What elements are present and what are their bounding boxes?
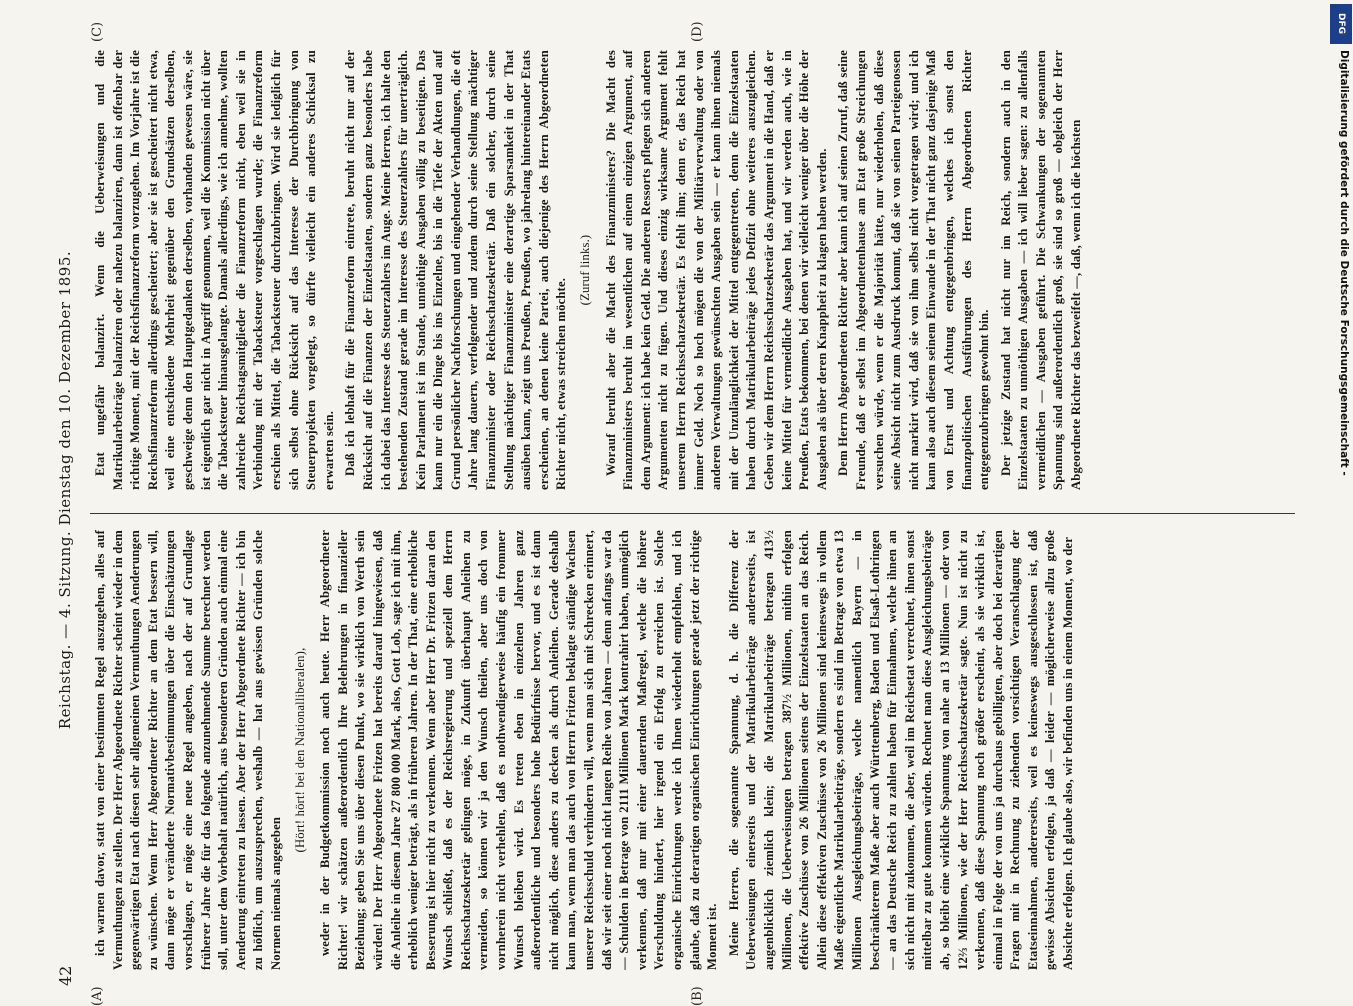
running-header [50, 10, 86, 990]
running-title: Reichstag. — 4. Sitzung. Dienstag den 10. Dezember 1895. [56, 250, 74, 730]
interjection: (Zuruf links.) [578, 234, 593, 306]
margin-mark-d: (D) [690, 21, 705, 42]
margin-mark-a: (A) [90, 986, 105, 1006]
rotated-page [50, 10, 1300, 1006]
margin-mark-b: (B) [690, 986, 705, 1006]
digitization-credit [1330, 4, 1352, 994]
dfg-logo-badge: DFG [1330, 4, 1352, 44]
right-column [92, 50, 1292, 490]
paragraph: Meine Herren, die sogenannte Spannung, d. h. die Differenz der Ueberweisungen einerseits und der Matrikularbeiträge andererseits, ist augenblicklich ziemlich klein; die Matrikularbeiträge betragen 413½ Millionen, die Ueberweisungen betragen 387½ Millionen, mithin erfolgen effektive Zuschüsse von 26 Millionen seitens der Einzelstaaten an das Reich. Allein diese effektiven Zuschüsse von 26 Millionen sind keineswegs in vollem Maße eigentliche Matrikularbeiträge, sondern es sind im Betrage von etwa 13 Millionen Ausgleichungsbeiträge, welche namentlich Bayern — in beschränkterem Maße aber auch Württemberg, Baden und Elsaß-Lothringen — an das Deutsche Reich zu zahlen haben für Einnahmen, welche ihnen an sich nicht mit zukommen, die aber, weil im Reichsetat verrechnet, ihnen sonst mittelbar zu gute kommen würden. Rechnet man diese Ausgleichungsbeiträge ab, so bleibt eine wirkliche Spannung von nahe an 13 Millionen — oder von 12⅔ Millionen, wie der Herr Reichsschatzsekretär sagte. Nun ist nicht zu verkennen, daß diese Spannung noch größer erscheint, als sie wirklich ist, einmal in Folge der von uns ja durchaus gebilligten, aber doch bei derartigen Fragen mit in Rechnung zu ziehenden vorsichtigen Veranschlagung der Etatseinnahmen, andererseits, weil es keineswegs ausgeschlossen ist, daß gewisse Absichten erfolgen, ja daß — leider — möglicherweise allzu große Absichte erfolgen. Ich glaube also, wir befinden uns in einem Moment, wo der [726, 530, 1076, 970]
interjection: (Hört! hört! bei den Nationalliberalen), [292, 647, 307, 853]
paragraph: ich warnen davor, statt von einer bestimmten Regel auszugehen, alles auf Vermuthungen zu stellen. Der Herr Abgeordnete Richter scheint wieder in dem gegenwärtigen Etat nach diesen sehr allgemeinen Vermuthungen Aenderungen zu wünschen. Wenn Herr Abgeordneter Richter an dem Etat bessern will, dann möge er veränderte Normativbestimmungen über die Einschätzungen vorschlagen, er möge eine neue Regel angeben, nach der auf Grundlage früherer Jahre die für das folgende anzunehmende Summe berechnet werden soll, unter dem Vorbehalt natürlich, aus besonderen Gründen auch einmal eine Aenderung eintreten zu lassen. Aber der Herr Abgeordnete Richter — ich bin zu höflich, um auszusprechen, weshalb — hat aus gewissen Gründen solche Normen niemals angegeben [93, 530, 283, 970]
paragraph: Etat ungefähr balanzirt. Wenn die Ueberweisungen und die Matrikularbeiträge balanziren oder nahezu balanziren, dann ist offenbar der richtige Moment, mit der Reichsfinanzreform vorzugehen. Im Vorjahre ist die Reichsfinanzreform allerdings gescheitert; aber sie ist gescheitert nicht etwa, weil eine entschiedene Mehrheit gegenüber den Grundsätzen derselben, geschweige denn den Hauptgedanken derselben, vorhanden gewesen wäre, sie ist eigentlich gar nicht in Angriff genommen, weil die Kommission nicht über die Tabacksteuer hinausgelangte. Damals allerdings, wie ich annehme, wollten zahlreiche Reichstagsmitglieder die Finanzreform nicht, eben weil sie in Verbindung mit der Tabacksteuer vorgeschlagen wurde; die Finanzreform erschien als Mittel, die Tabacksteuer durchzubringen. Wird sie lediglich für sich selbst ohne Rücksicht auf das Interesse der Durchbringung von Steuerprojekten vorgelegt, so dürfte vielleicht ein anderes Schicksal zu erwarten sein. [93, 50, 336, 490]
column-divider [90, 513, 1295, 514]
paragraph: Daß ich lebhaft für die Finanzreform eintrete, beruht nicht nur auf der Rücksicht auf die Finanzen der Einzelstaaten, sondern ganz besonders habe ich dabei das Interesse des Steuerzahlers im Auge. Meine Herren, ich halte den bestehenden Zustand gerade im Interesse des Steuerzahlers für unerträglich. Kein Parlament ist im Stande, unnöthige Ausgaben völlig zu beseitigen. Das kann nur ein die Dinge bis ins Einzelne, bis in die Tiefe der Akten und auf Grund persönlicher Nachforschungen und eingehender Verhandlungen, die oft Jahre lang dauern, verfolgender und zudem durch seine Stellung mächtiger Finanzminister oder Reichsschatzsekretär. Daß ein solcher, durch seine Stellung mächtiger Finanzminister eine derartige Sparsamkeit in der That ausüben kann, zeigt uns Preußen, Preußen, wo jahrelang hintereinander Etats erscheinen, an denen keine Partei, auch diejenige des Herrn Abgeordneten Richter nicht, etwas streichen möchte. [343, 50, 569, 490]
paragraph: Der jetzige Zustand hat nicht nur im Reich, sondern auch in den Einzelstaaten zu unnöthigen Ausgaben — ich will lieber sagen: zu allenfalls vermeidlichen — Ausgaben geführt. Die Schwankungen der sogenannten Spannung sind außerordentlich groß, sie sind so groß — obgleich der Herr Abgeordnete Richter das bezweifelt —, daß, wenn ich die höchsten [998, 50, 1084, 490]
left-column [92, 530, 1292, 970]
paragraph: Dem Herrn Abgeordneten Richter aber kann ich auf seinen Zuruf, daß seine Freunde, daß er selbst im Abgeordnetenhause am Etat große Streichungen versuchen würde, wenn er die Majorität hätte, nur wiederholen, daß diese seine Absicht nicht zum Ausdruck kommt, daß sie von seinen Parteigenossen nicht markirt wird, daß sie von ihm selbst nicht vorgetragen wird; und ich kann also auch diesem seinem Einwande in der That nicht ganz dasjenige Maß von Ernst und Achtung entgegenbringen, welches ich sonst den finanzpolitischen Ausführungen des Herrn Abgeordneten Richter entgegenzubringen gewohnt bin. [836, 50, 992, 490]
page-number: 42 [56, 965, 75, 986]
paragraph: weder in der Budgetkommission noch auch heute. Herr Abgeordneter Richter! wir schätzen außerordentlich Ihre Belehrungen in finanzieller Beziehung; geben Sie uns über diesen Punkt, wo sie wirklich von Werth sein würden! Der Herr Abgeordnete Fritzen hat bereits darauf hingewiesen, daß die Anleihe in diesem Jahre 27 800 000 Mark, also, Gott Lob, sage ich mit ihm, erheblich weniger beträgt, als in früheren Jahren. In der That, eine erhebliche Besserung ist hier nicht zu verkennen. Wenn aber Herr Dr. Fritzen daran den Wunsch schließt, daß es der Reichsregierung und speziell dem Herrn Reichsschatzsekretär gelingen möge, in Zukunft überhaupt Anleihen zu vermeiden, so können wir ja den Wunsch theilen, aber uns doch von vornherein nicht verhehlen, daß es nothwendigerweise häufig ein frommer Wunsch bleiben wird. Es treten eben in einzelnen Jahren ganz außerordentliche und besonders hohe Bedürfnisse hervor, und es ist dann nicht möglich, diese anders zu decken als durch Anleihen. Gerade deshalb kann man, wenn man das auch von Herrn Fritzen beklagte ständige Wachsen unserer Reichsschuld verhindern will, wenn man sich mit Schrecken erinnert, daß wir seit einer noch nicht langen Reihe von Jahren — denn anfangs war da — Schulden in Betrage von 2111 Millionen Mark kontrahirt haben, unmöglich verkennen, daß nur mit einer dauernden Maßregel, welche die höhere Verschuldung hindert, hier irgend ein Erfolg zu erreichen ist. Solche organische Einrichtungen werde ich Ihnen wiederholt empfehlen, und ich glaube, daß zu derartigen organischen Einrichtungen gerade jetzt der richtige Moment ist. [318, 530, 720, 970]
paragraph: Worauf beruht aber die Macht des Finanzministers? Die Macht des Finanzministers beruht im wesentlichen auf einem einzigen Argument, auf dem Argument: ich habe kein Geld. Die anderen Ressorts pflegen sich anderen Argumenten nicht zu fügen. Und dieses einzig wirksame Argument fehlt unserem Herrn Reichsschatzsekretär. Es fehlt ihm; denn er, das Reich hat immer Geld. Noch so hoch mögen die von der Militärverwaltung oder von anderen Verwaltungen gewünschten Ausgaben sein — er kann ihnen niemals mit der Unzulänglichkeit der Mittel entgegentreten, denn die Einzelstaaten haben durch Matrikularbeiträge jedes Defizit ohne weiteres auszugleichen. Geben wir dem Herrn Reichsschatzsekretär das Argument in die Hand, daß er keine Mittel für vermeidliche Ausgaben hat, und wir werden auch, wie in Preußen, Etats bekommen, bei denen wir vielleicht weniger über die Höhe der Ausgaben als über deren Knappheit zu klagen haben werden. [603, 50, 829, 490]
credit-text: Digitalisierung gefördert durch die Deutsche Forschungsgemeinschaft - [1338, 50, 1350, 476]
margin-mark-c: (C) [90, 21, 105, 42]
